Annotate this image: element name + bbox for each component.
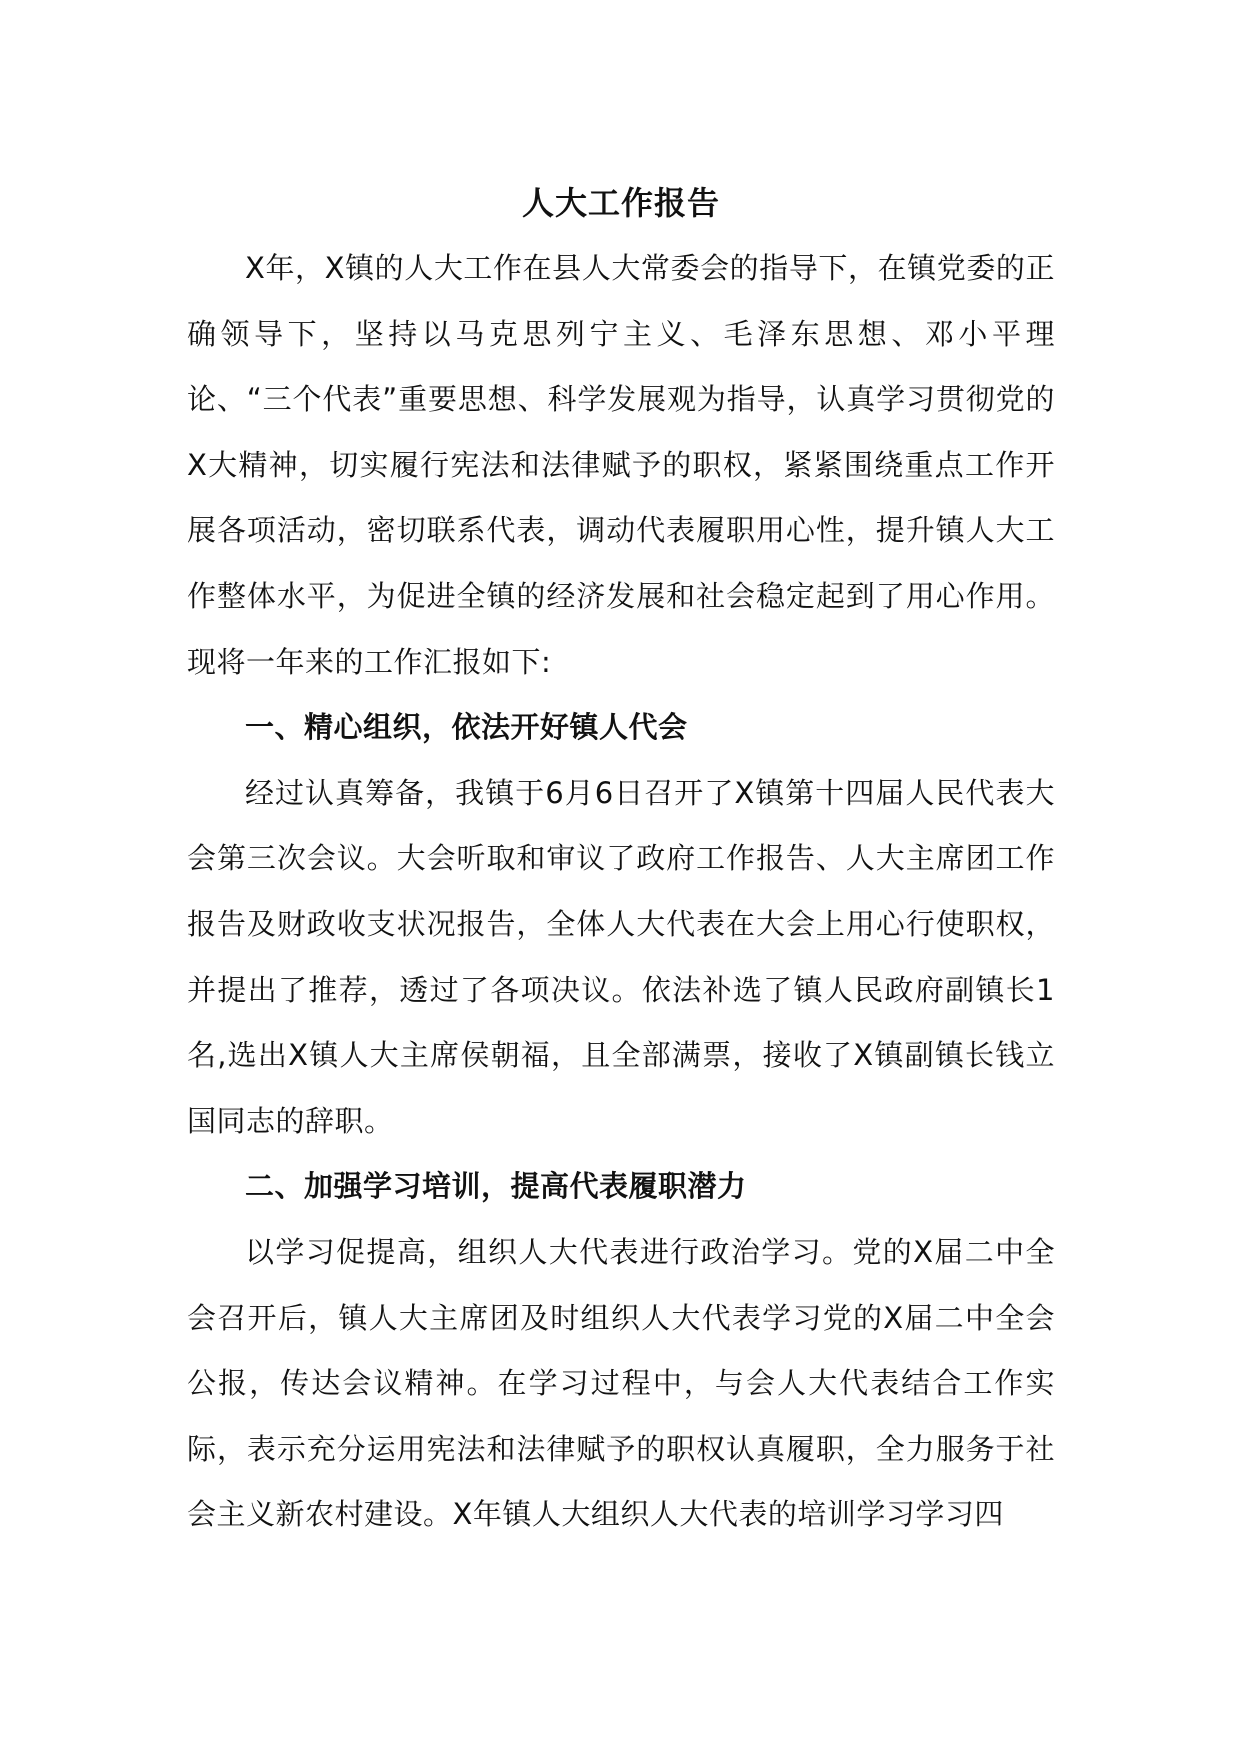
- section-2-heading: 二、加强学习培训，提高代表履职潜力: [245, 1169, 747, 1204]
- document-page: [187, 170, 1055, 1548]
- section-2-body: 以学习促提高，组织人大代表进行政治学习。党的X届二中全会召开后，镇人大主席团及时组织人大代表学习党的X届二中全会公报，传达会议精神。在学习过程中，与会人大代表结合工作实际，表示充分运用宪法和法律赋予的职权认真履职，全力服务于社会主义新农村建设。X年镇人大组织人大代表的培训学习学习四: [187, 1234, 1055, 1532]
- intro-paragraph: X年，X镇的人大工作在县人大常委会的指导下，在镇党委的正确领导下，坚持以马克思列宁主义、毛泽东思想、邓小平理论、“三个代表”重要思想、科学发展观为指导，认真学习贯彻党的X大精神，切实履行宪法和法律赋予的职权，紧紧围绕重点工作开展各项活动，密切联系代表，调动代表履职用心性，提升镇人大工作整体水平，为促进全镇的经济发展和社会稳定起到了用心作用。现将一年来的工作汇报如下:: [187, 251, 1055, 679]
- document-title: 人大工作报告: [521, 184, 720, 222]
- section-1-body: 经过认真筹备，我镇于6月6日召开了X镇第十四届人民代表大会第三次会议。大会听取和审议了政府工作报告、人大主席团工作报告及财政收支状况报告，全体人大代表在大会上用心行使职权，并提出了推荐，透过了各项决议。依法补选了镇人民政府副镇长1名,选出X镇人大主席侯朝福，且全部满票，接收了X镇副镇长钱立国同志的辞职。: [187, 775, 1055, 1138]
- section-1-heading: 一、精心组织，依法开好镇人代会: [245, 710, 688, 745]
